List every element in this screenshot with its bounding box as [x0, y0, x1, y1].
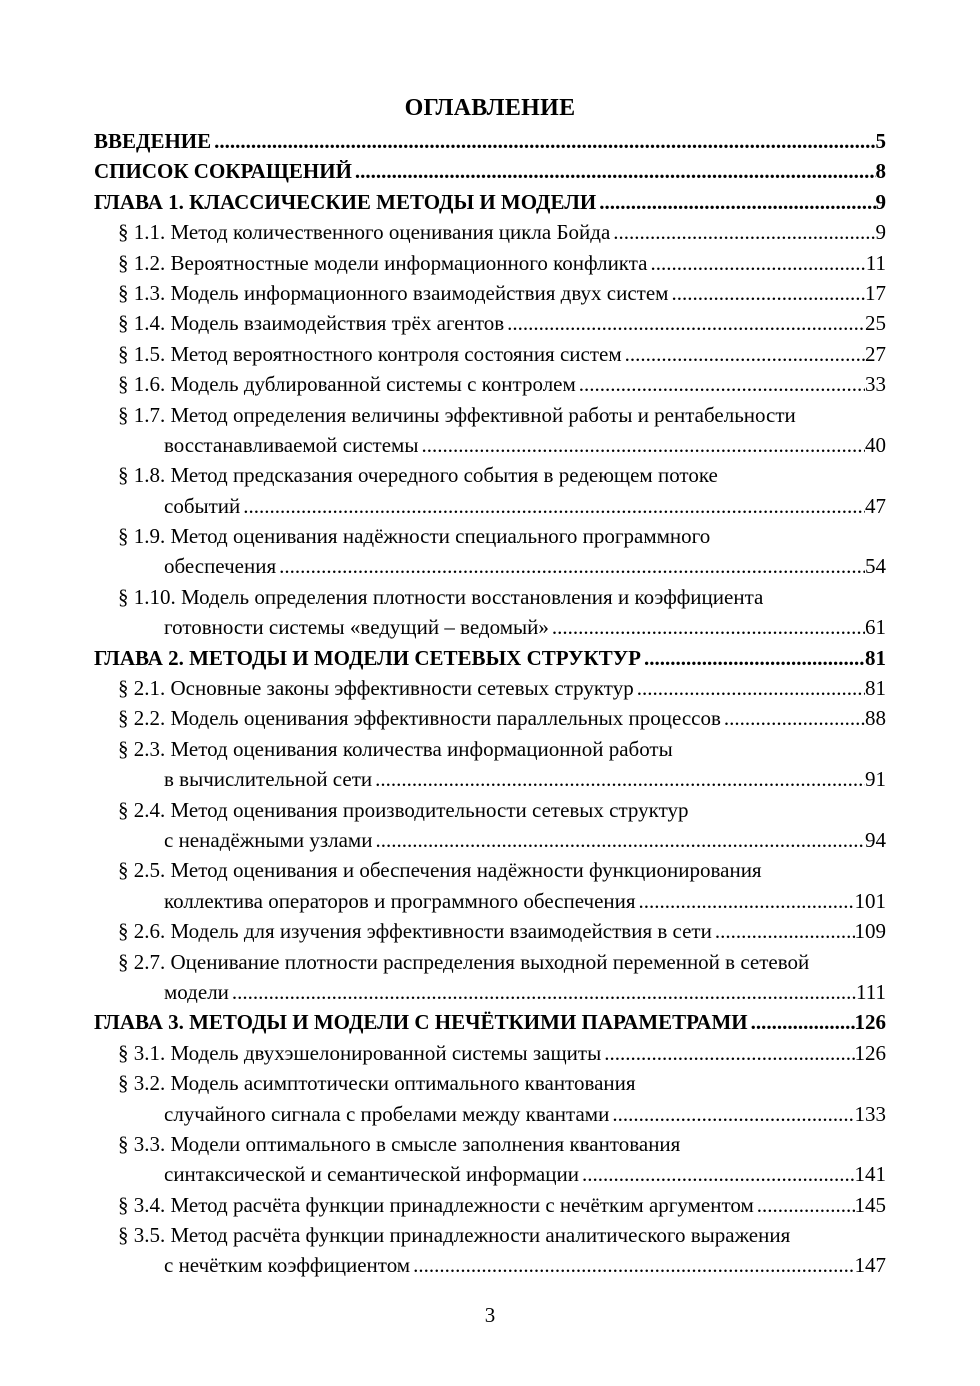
toc-line — [118, 308, 886, 338]
toc-line — [118, 369, 886, 399]
toc-chapter-entry[interactable] — [0, 643, 980, 673]
dot-leader — [276, 551, 865, 581]
toc-entry[interactable] — [0, 521, 980, 551]
toc-page-number: 33 — [865, 372, 886, 397]
toc-entry-text: § 1.8. Метод предсказания очередного события в редеющем потоке — [118, 463, 718, 488]
toc-page-number: 126 — [854, 1040, 886, 1065]
toc-entry-text: ГЛАВА 3. МЕТОДЫ И МОДЕЛИ С НЕЧЁТКИМИ ПАРАМЕТРАМИ — [94, 1010, 748, 1035]
toc-line — [164, 491, 886, 521]
dot-leader — [754, 1190, 855, 1220]
toc-entry[interactable] — [0, 795, 980, 825]
table-of-contents — [0, 126, 980, 1281]
toc-line — [164, 1250, 886, 1280]
toc-line — [94, 156, 886, 186]
toc-entry[interactable] — [0, 1129, 980, 1159]
toc-line — [164, 551, 886, 581]
toc-page-number: 141 — [854, 1162, 886, 1187]
dot-leader — [418, 430, 865, 460]
dot-leader — [211, 126, 875, 156]
toc-chapter-entry[interactable] — [0, 156, 980, 186]
toc-line — [118, 1190, 886, 1220]
dot-leader — [549, 612, 865, 642]
toc-page-number: 145 — [854, 1192, 886, 1217]
toc-entry[interactable] — [0, 460, 980, 490]
toc-entry[interactable] — [0, 612, 980, 642]
dot-leader — [229, 977, 856, 1007]
toc-line — [164, 430, 886, 460]
toc-page-number: 5 — [875, 129, 886, 153]
toc-entry[interactable] — [0, 248, 980, 278]
dot-leader — [748, 1007, 855, 1037]
toc-entry-text: § 2.1. Основные законы эффективности сетевых структур — [118, 676, 634, 701]
dot-leader — [641, 643, 865, 673]
toc-page-number: 88 — [865, 706, 886, 731]
toc-page-number: 54 — [865, 554, 886, 579]
toc-entry[interactable] — [0, 491, 980, 521]
dot-leader — [668, 278, 865, 308]
toc-entry-text: § 2.6. Модель для изучения эффективности взаимодействия в сети — [118, 919, 712, 944]
toc-line — [164, 825, 886, 855]
toc-entry[interactable] — [0, 825, 980, 855]
toc-entry-text: обеспечения — [164, 554, 277, 579]
toc-page-number: 9 — [875, 189, 886, 214]
toc-entry-text: § 2.2. Модель оценивания эффективности параллельных процессов — [118, 706, 721, 731]
toc-page-number: 101 — [854, 888, 886, 913]
toc-line — [118, 460, 886, 490]
toc-entry[interactable] — [0, 1220, 980, 1250]
toc-entry[interactable] — [0, 1099, 980, 1129]
toc-entry-text: восстанавливаемой системы — [164, 432, 419, 457]
toc-page-number: 11 — [865, 250, 886, 275]
toc-entry[interactable] — [0, 1159, 980, 1189]
toc-entry-text: ГЛАВА 1. КЛАССИЧЕСКИЕ МЕТОДЫ И МОДЕЛИ — [94, 189, 597, 214]
toc-entry-text: синтаксической и семантической информации — [164, 1162, 579, 1187]
toc-entry-text: в вычислительной сети — [164, 767, 373, 792]
toc-entry-text: § 2.4. Метод оценивания производительности сетевых структур — [118, 797, 689, 822]
toc-entry[interactable] — [0, 369, 980, 399]
toc-entry-text: ГЛАВА 2. МЕТОДЫ И МОДЕЛИ СЕТЕВЫХ СТРУКТУР — [94, 645, 641, 670]
toc-entry-text: § 1.6. Модель дублированной системы с контролем — [118, 372, 576, 397]
toc-entry-text: коллектива операторов и программного обеспечения — [164, 888, 636, 913]
toc-entry[interactable] — [0, 673, 980, 703]
toc-entry[interactable] — [0, 308, 980, 338]
page-number: 3 — [484, 1303, 496, 1327]
toc-line — [94, 1007, 886, 1037]
toc-entry-text: § 1.9. Метод оценивания надёжности специального программного — [118, 524, 711, 549]
toc-line — [118, 1038, 886, 1068]
dot-leader — [372, 825, 865, 855]
toc-line — [118, 339, 886, 369]
toc-entry-text: § 1.7. Метод определения величины эффективной работы и рентабельности — [118, 402, 796, 427]
toc-line — [94, 643, 886, 673]
toc-chapter-entry[interactable] — [0, 1007, 980, 1037]
toc-entry-text: § 1.3. Модель информационного взаимодействия двух систем — [118, 280, 669, 305]
toc-line — [164, 977, 886, 1007]
toc-entry[interactable] — [0, 1250, 980, 1280]
toc-entry[interactable] — [0, 551, 980, 581]
toc-entry-text: § 2.3. Метод оценивания количества информационной работы — [118, 736, 673, 761]
toc-entry[interactable] — [0, 278, 980, 308]
toc-page-number: 17 — [865, 280, 886, 305]
toc-page-number: 81 — [865, 645, 886, 670]
toc-line — [118, 400, 886, 430]
toc-entry-text: готовности системы «ведущий – ведомый» — [164, 615, 549, 640]
toc-line — [94, 187, 886, 217]
toc-entry[interactable] — [0, 582, 980, 612]
dot-leader — [647, 248, 865, 278]
toc-entry-text: событий — [164, 493, 241, 518]
toc-entry-text: случайного сигнала с пробелами между квантами — [164, 1101, 610, 1126]
dot-leader — [352, 156, 876, 186]
dot-leader — [504, 308, 865, 338]
toc-entry-text: § 3.3. Модели оптимального в смысле заполнения квантования — [118, 1131, 681, 1156]
dot-leader — [372, 764, 865, 794]
toc-entry[interactable] — [0, 430, 980, 460]
toc-page-number: 111 — [856, 979, 886, 1004]
toc-entry-text: § 1.4. Модель взаимодействия трёх агентов — [118, 311, 505, 336]
dot-leader — [610, 217, 875, 247]
toc-line — [118, 248, 886, 278]
dot-leader — [576, 369, 865, 399]
toc-entry[interactable] — [0, 947, 980, 977]
toc-line — [118, 582, 886, 612]
toc-page-number: 126 — [854, 1010, 886, 1035]
toc-entry[interactable] — [0, 703, 980, 733]
toc-page-number: 9 — [875, 220, 886, 245]
dot-leader — [601, 1038, 854, 1068]
toc-chapter-entry[interactable] — [0, 126, 980, 156]
toc-entry[interactable] — [0, 886, 980, 916]
dot-leader — [721, 703, 865, 733]
toc-chapter-entry[interactable] — [0, 187, 980, 217]
toc-line — [118, 278, 886, 308]
toc-line — [164, 1159, 886, 1189]
toc-entry[interactable] — [0, 1038, 980, 1068]
toc-entry-text: § 3.2. Модель асимптотически оптимального квантования — [118, 1071, 636, 1096]
toc-line — [94, 126, 886, 156]
toc-entry-text: ВВЕДЕНИЕ — [94, 129, 212, 153]
toc-entry[interactable] — [0, 734, 980, 764]
toc-entry-text: § 1.1. Метод количественного оценивания цикла Бойда — [118, 220, 611, 245]
toc-entry[interactable] — [0, 217, 980, 247]
dot-leader — [634, 673, 865, 703]
toc-entry-text: § 3.5. Метод расчёта функции принадлежности аналитического выражения — [118, 1223, 791, 1248]
toc-entry[interactable] — [0, 916, 980, 946]
toc-line — [164, 764, 886, 794]
toc-entry-text: § 1.2. Вероятностные модели информационного конфликта — [118, 250, 648, 275]
toc-page-number: 133 — [854, 1101, 886, 1126]
toc-line — [118, 673, 886, 703]
toc-entry[interactable] — [0, 1190, 980, 1220]
toc-entry[interactable] — [0, 764, 980, 794]
toc-page-number: 27 — [865, 341, 886, 366]
toc-entry[interactable] — [0, 977, 980, 1007]
dot-leader — [579, 1159, 855, 1189]
toc-line — [118, 734, 886, 764]
toc-line — [164, 1099, 886, 1129]
toc-entry-text: § 1.10. Модель определения плотности восстановления и коэффициента — [118, 584, 764, 609]
toc-line — [164, 886, 886, 916]
toc-page-number: 81 — [865, 676, 886, 701]
toc-entry-text: с нечётким коэффициентом — [164, 1253, 411, 1278]
dot-leader — [240, 491, 865, 521]
toc-line — [118, 1129, 886, 1159]
toc-entry-text: с ненадёжными узлами — [164, 827, 373, 852]
toc-line — [118, 795, 886, 825]
toc-page-number: 25 — [865, 311, 886, 336]
toc-entry[interactable] — [0, 855, 980, 885]
toc-line — [118, 947, 886, 977]
toc-entry-text: СПИСОК СОКРАЩЕНИЙ — [94, 159, 352, 184]
toc-entry-text: § 3.4. Метод расчёта функции принадлежности с нечётким аргументом — [118, 1192, 754, 1217]
toc-entry-text: § 1.5. Метод вероятностного контроля состояния систем — [118, 341, 622, 366]
dot-leader — [622, 339, 865, 369]
toc-line — [164, 612, 886, 642]
toc-entry-text: § 2.7. Оценивание плотности распределения выходной переменной в сетевой — [118, 949, 810, 974]
toc-entry-text: модели — [164, 979, 229, 1004]
toc-line — [118, 1220, 886, 1250]
toc-page-number: 40 — [865, 432, 886, 457]
toc-line — [118, 855, 886, 885]
toc-line — [118, 521, 886, 551]
toc-page-number: 8 — [875, 159, 886, 184]
toc-page-number: 109 — [854, 919, 886, 944]
toc-line — [118, 916, 886, 946]
toc-entry[interactable] — [0, 400, 980, 430]
toc-line — [118, 1068, 886, 1098]
toc-entry[interactable] — [0, 1068, 980, 1098]
dot-leader — [609, 1099, 854, 1129]
toc-entry[interactable] — [0, 339, 980, 369]
toc-entry-text: § 2.5. Метод оценивания и обеспечения надёжности функционирования — [118, 858, 762, 883]
toc-line — [118, 703, 886, 733]
page-title: ОГЛАВЛЕНИЕ — [404, 95, 576, 121]
dot-leader — [410, 1250, 854, 1280]
toc-page-number: 147 — [854, 1253, 886, 1278]
toc-entry-text: § 3.1. Модель двухэшелонированной системы защиты — [118, 1040, 602, 1065]
dot-leader — [636, 886, 855, 916]
toc-page-number: 91 — [865, 767, 886, 792]
dot-leader — [712, 916, 855, 946]
toc-page-number: 94 — [865, 827, 886, 852]
toc-line — [118, 217, 886, 247]
toc-page-number: 47 — [865, 493, 886, 518]
dot-leader — [596, 187, 875, 217]
toc-page-number: 61 — [865, 615, 886, 640]
